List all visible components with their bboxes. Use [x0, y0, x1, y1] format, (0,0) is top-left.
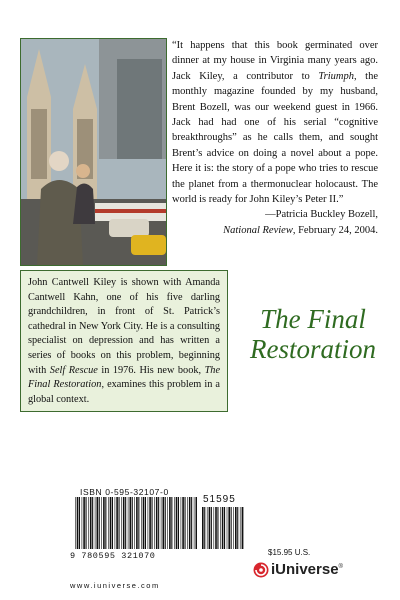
author-bio-box [20, 270, 228, 412]
barcode-bar [158, 497, 159, 549]
barcode-bar [148, 497, 149, 549]
barcode-bar [95, 497, 96, 549]
quote-attribution-name: —Patricia Buckley Bozell, [265, 209, 378, 221]
barcode-bar [116, 497, 118, 549]
barcode-bar [138, 497, 139, 549]
barcode-bar [163, 497, 165, 549]
barcode-bar [227, 507, 228, 549]
barcode-bar [242, 507, 244, 549]
publisher-name [271, 561, 343, 578]
barcode-bar [105, 497, 106, 549]
barcode-bar [136, 497, 138, 549]
bio-book-title-1: Self Rescue [49, 364, 98, 376]
barcode-bar [165, 497, 166, 549]
barcode-bar [204, 507, 205, 549]
barcode-bar [178, 497, 179, 549]
publisher-logo [253, 561, 343, 578]
barcode-bar [103, 497, 105, 549]
barcode-bar [189, 497, 191, 549]
isbn-barcode [75, 497, 197, 549]
barcode-bar [181, 497, 182, 549]
barcode-bar [141, 497, 142, 549]
barcode-bar [101, 497, 102, 549]
barcode-bar [191, 497, 192, 549]
barcode-bar [233, 507, 234, 549]
barcode-bar [119, 497, 120, 549]
bio-book-title-2: The Final Restoration [28, 364, 221, 391]
barcode-bar [185, 497, 186, 549]
price-addon-barcode [202, 507, 244, 549]
book-title [238, 304, 388, 364]
bio-text-3: , examines this problem in a global context. [28, 379, 220, 405]
barcode-bar [228, 507, 230, 549]
barcode-bar [152, 497, 153, 549]
barcode-bar [182, 497, 184, 549]
barcode-bar [145, 497, 146, 549]
trademark-mark: ® [338, 564, 343, 570]
barcode-bar [110, 497, 112, 549]
barcode-number: 9 780595 321070 [70, 551, 156, 561]
barcode-bar [194, 497, 195, 549]
barcode-bar [134, 497, 135, 549]
cathedral-photo-graphic [21, 39, 166, 265]
barcode-bar [222, 507, 224, 549]
barcode-bar [156, 497, 158, 549]
barcode-bar [125, 497, 126, 549]
price-label: $15.95 U.S. [268, 548, 311, 557]
quote-text-1: “It happens that this book germinated over dinner at my house in Virginia many years ago. Jack Kiley, a contributor to [172, 40, 378, 82]
quote-text-2: , the monthly magazine founded by my husband, Brent Bozell, was our weekend guest in 1966. Jack had had one of his serial “cognitive breakthroughs” as he calls them, and sought Brent’s advice on doing a novel about a pope. Here it is: the story of a pope who tries to rescue the planet from a thermonuclear holocaust. The world is ready for John Kiley’s Peter II.” [172, 70, 378, 206]
barcode-bar [154, 497, 155, 549]
barcode-bar [79, 497, 80, 549]
quote-magazine-name: Triumph [318, 70, 354, 82]
barcode-bar [174, 497, 175, 549]
barcode-bar [132, 497, 133, 549]
barcode-bar [176, 497, 178, 549]
book-title-line-2: Restoration [250, 334, 376, 364]
barcode-bar [187, 497, 188, 549]
barcode-bar [77, 497, 79, 549]
barcode-bar [220, 507, 221, 549]
barcode-bar [83, 497, 85, 549]
barcode-bar [82, 497, 83, 549]
bio-text-1: John Cantwell Kiley is shown with Amanda Cantwell Kahn, one of his five darling grandchildren, in front of St. Patrick’s cathedral in New York City. He is a consulting specialist on depression and has written a series of books on this problem, beginning with [28, 277, 220, 376]
barcode-bar [128, 497, 129, 549]
barcode-bar [149, 497, 151, 549]
barcode-bar [215, 507, 217, 549]
barcode-bar [196, 497, 198, 549]
quote-attribution-source [172, 223, 378, 238]
barcode-bar [214, 507, 215, 549]
barcode-bar [130, 497, 132, 549]
barcode-bar [224, 507, 225, 549]
price-addon-number: 51595 [203, 494, 236, 505]
barcode-bar [211, 507, 212, 549]
quote-publication: National Review [223, 224, 293, 236]
barcode-bar [123, 497, 125, 549]
book-title-line-1: The Final [260, 304, 366, 334]
barcode-bar [207, 507, 208, 549]
barcode-bar [169, 497, 171, 549]
barcode-bar [97, 497, 99, 549]
barcode-bar [86, 497, 87, 549]
iuniverse-swirl-icon [253, 562, 269, 578]
barcode-bar [88, 497, 89, 549]
barcode-bar [231, 507, 232, 549]
barcode-bar [90, 497, 92, 549]
barcode-bar [92, 497, 93, 549]
barcode-bar [209, 507, 211, 549]
barcode-bar [75, 497, 76, 549]
author-photo [20, 38, 167, 266]
barcode-bar [112, 497, 113, 549]
barcode-bar [99, 497, 100, 549]
publisher-name-text: iUniverse [271, 561, 339, 578]
isbn-label: ISBN 0-595-32107-0 [80, 487, 169, 497]
quote-date: , February 24, 2004. [292, 224, 378, 236]
barcode-bar [115, 497, 116, 549]
review-quote [172, 38, 378, 238]
barcode-bar [143, 497, 145, 549]
barcode-bar [235, 507, 237, 549]
barcode-bar [161, 497, 162, 549]
barcode-bar [171, 497, 172, 549]
bio-text-2: in 1976. His new book, [97, 364, 205, 376]
publisher-url: www.iuniverse.com [70, 581, 160, 590]
barcode-bar [167, 497, 168, 549]
barcode-bar [202, 507, 204, 549]
barcode-bar [240, 507, 241, 549]
barcode-bar [217, 507, 218, 549]
barcode-bar [237, 507, 238, 549]
barcode-bar [121, 497, 122, 549]
barcode-bar [108, 497, 109, 549]
